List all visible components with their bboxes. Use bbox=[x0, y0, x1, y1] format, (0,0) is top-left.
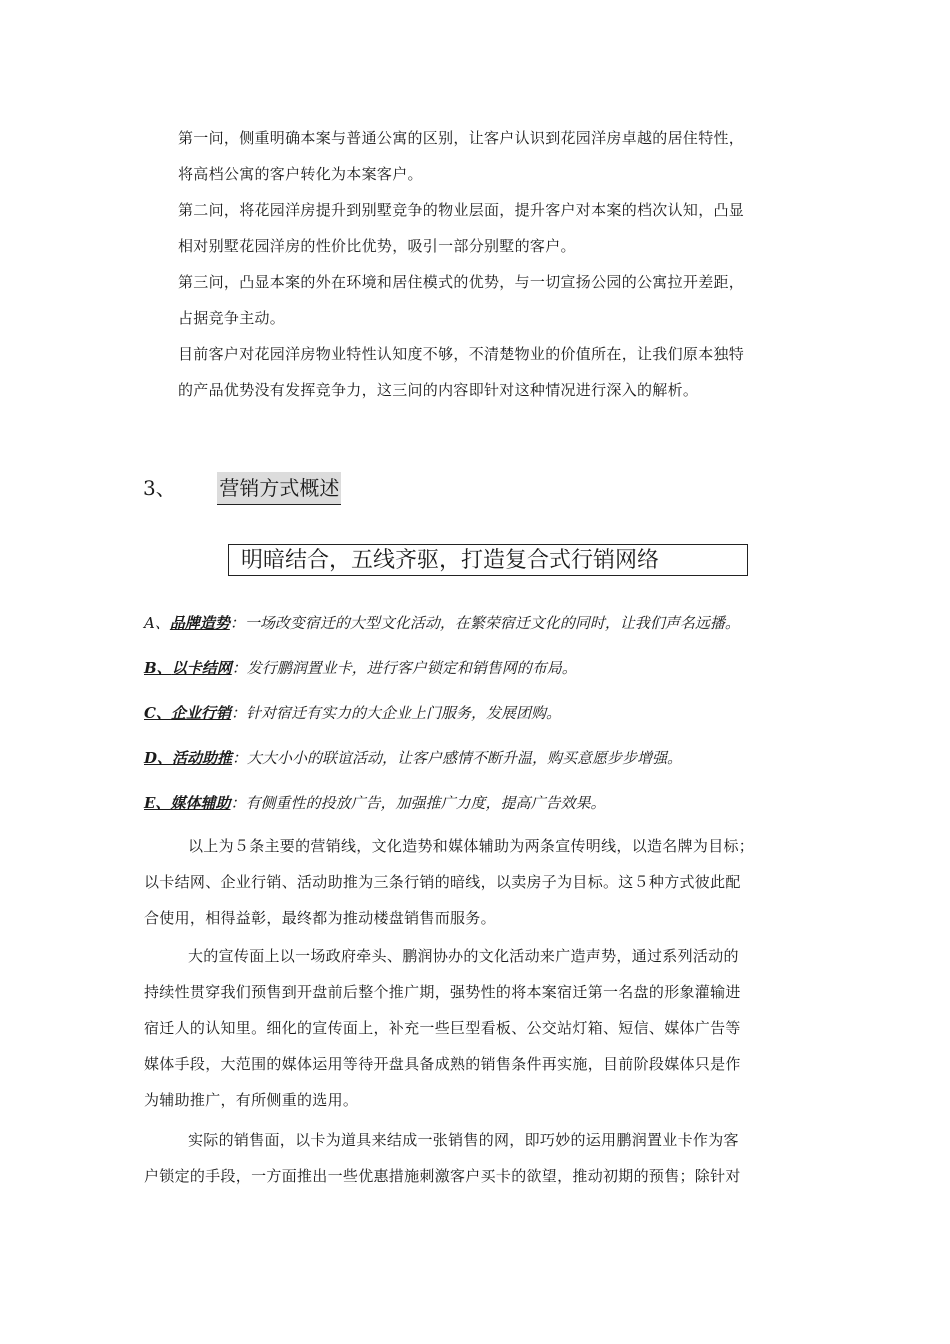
item-sep: ： bbox=[229, 614, 245, 632]
item-text: 大大小小的联谊活动，让客户感情不断升温，购买意愿步步增强。 bbox=[247, 749, 683, 767]
text-line: 大的宣传面上以一场政府牵头、鹏润协办的文化活动来广造声势，通过系列活动的 bbox=[188, 947, 739, 965]
text-line: 以上为５条主要的营销线，文化造势和媒体辅助为两条宣传明线，以造名牌为目标； bbox=[188, 837, 755, 855]
text-line: 以卡结网、企业行销、活动助推为三条行销的暗线，以卖房子为目标。这５种方式彼此配 bbox=[144, 873, 741, 891]
slogan-box: 明暗结合，五线齐驱，打造复合式行销网络 bbox=[228, 544, 748, 576]
item-text: 有侧重性的投放广告，加强推广力度，提高广告效果。 bbox=[245, 794, 606, 812]
text-line: 媒体手段，大范围的媒体运用等待开盘具备成熟的销售条件再实施，目前阶段媒体只是作 bbox=[144, 1055, 741, 1073]
body-paragraph-3 bbox=[144, 1122, 814, 1194]
item-prefix: D、 bbox=[144, 749, 173, 767]
text-line: 第二问，将花园洋房提升到别墅竞争的物业层面，提升客户对本案的档次认知，凸显 bbox=[178, 201, 745, 219]
item-prefix: A、 bbox=[144, 614, 170, 632]
body-paragraph-1 bbox=[144, 828, 814, 936]
item-key: 企业行销 bbox=[170, 704, 231, 722]
text-line: 为辅助推广，有所侧重的选用。 bbox=[144, 1091, 359, 1109]
text-line: 第一问，侧重明确本案与普通公寓的区别，让客户认识到花园洋房卓越的居住特性， bbox=[178, 129, 745, 147]
item-sep: ： bbox=[230, 704, 246, 722]
section-number: 3、 bbox=[143, 476, 176, 500]
item-prefix: B、 bbox=[144, 659, 172, 677]
text-line: 合使用，相得益彰，最终都为推动楼盘销售而服务。 bbox=[144, 909, 496, 927]
text-line: 实际的销售面，以卡为道具来结成一张销售的网，即巧妙的运用鹏润置业卡作为客 bbox=[188, 1131, 739, 1149]
text-line: 持续性贯穿我们预售到开盘前后整个推广期，强势性的将本案宿迁第一名盘的形象灌输进 bbox=[144, 983, 741, 1001]
item-prefix: C、 bbox=[144, 704, 171, 722]
text-line: 目前客户对花园洋房物业特性认知度不够，不清楚物业的价值所在，让我们原本独特 bbox=[178, 345, 745, 363]
body-paragraph-2 bbox=[144, 938, 814, 1118]
section-title: 营销方式概述 bbox=[217, 472, 341, 505]
item-text: 发行鹏润置业卡，进行客户锁定和销售网的布局。 bbox=[246, 659, 577, 677]
item-text: 一场改变宿迁的大型文化活动，在繁荣宿迁文化的同时，让我们声名远播。 bbox=[244, 614, 740, 632]
item-sep: ： bbox=[232, 749, 248, 767]
list-item bbox=[144, 612, 740, 633]
text-line: 宿迁人的认知里。细化的宣传面上，补充一些巨型看板、公交站灯箱、短信、媒体广告等 bbox=[144, 1019, 741, 1037]
list-item bbox=[144, 657, 577, 678]
text-line: 相对别墅花园洋房的性价比优势，吸引一部分别墅的客户。 bbox=[178, 237, 576, 255]
text-line: 的产品优势没有发挥竞争力，这三问的内容即针对这种情况进行深入的解析。 bbox=[178, 381, 699, 399]
list-item bbox=[144, 702, 561, 723]
text-line: 户锁定的手段，一方面推出一些优惠措施刺激客户买卡的欲望，推动初期的预售；除针对 bbox=[144, 1167, 741, 1185]
list-item bbox=[144, 747, 682, 768]
item-sep: ： bbox=[230, 794, 246, 812]
intro-paragraph bbox=[178, 120, 818, 408]
section-heading bbox=[143, 472, 341, 504]
text-line: 占据竞争主动。 bbox=[178, 309, 286, 327]
item-key: 媒体辅助 bbox=[170, 794, 231, 812]
text-line: 将高档公寓的客户转化为本案客户。 bbox=[178, 165, 423, 183]
item-sep: ： bbox=[231, 659, 247, 677]
list-item bbox=[144, 792, 605, 813]
item-key: 活动助推 bbox=[172, 749, 233, 767]
item-prefix: E、 bbox=[144, 794, 171, 812]
item-key: 品牌造势 bbox=[169, 614, 230, 632]
item-text: 针对宿迁有实力的大企业上门服务，发展团购。 bbox=[245, 704, 561, 722]
item-key: 以卡结网 bbox=[171, 659, 232, 677]
text-line: 第三问，凸显本案的外在环境和居住模式的优势，与一切宣扬公园的公寓拉开差距， bbox=[178, 273, 745, 291]
